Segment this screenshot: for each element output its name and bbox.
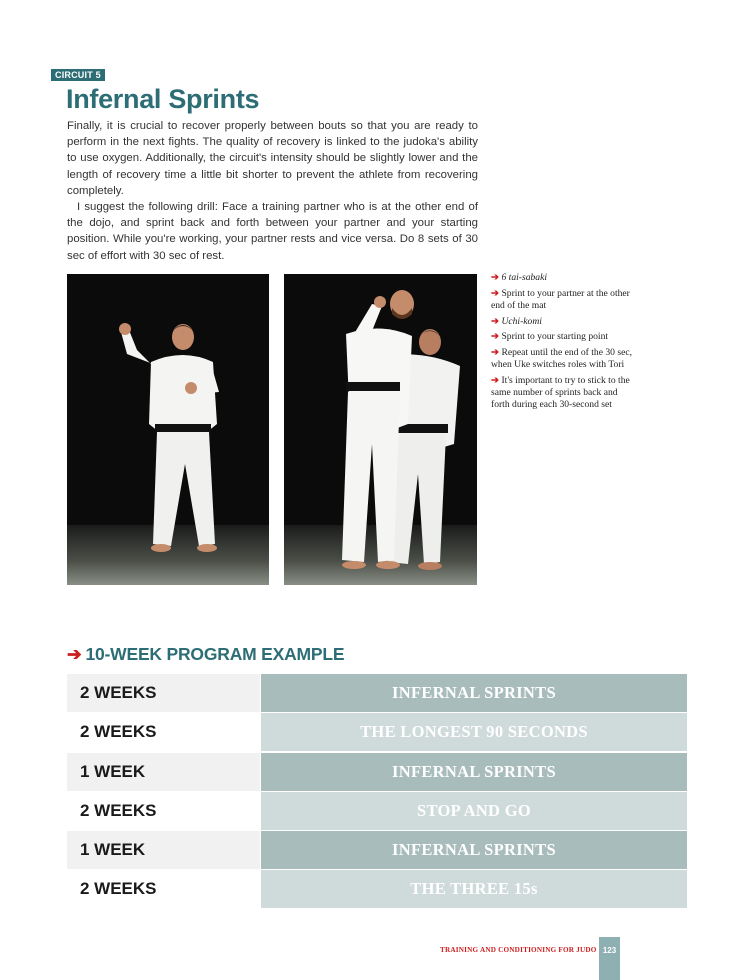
circuit-cell: STOP AND GO xyxy=(261,792,687,830)
list-item xyxy=(491,272,636,284)
step-text: Repeat until the end of the 30 sec, when Uke switches roles with Tori xyxy=(491,347,632,371)
arrow-right-icon: ➔ xyxy=(491,374,500,386)
circuit-label: CIRCUIT 5 xyxy=(51,69,105,81)
duration-cell: 1 WEEK xyxy=(67,831,260,869)
duration-cell: 2 WEEKS xyxy=(67,792,260,830)
duration-cell: 1 WEEK xyxy=(67,753,260,791)
list-item xyxy=(491,316,636,328)
body-text xyxy=(67,118,478,264)
table-row xyxy=(67,674,687,712)
circuit-cell: INFERNAL SPRINTS xyxy=(261,674,687,712)
two-judoka-figures-illustration xyxy=(284,274,477,585)
circuit-cell: THE LONGEST 90 SECONDS xyxy=(261,713,687,751)
program-table xyxy=(67,674,687,910)
program-heading-text: 10-WEEK PROGRAM EXAMPLE xyxy=(85,644,345,664)
program-heading xyxy=(67,644,344,665)
table-row xyxy=(67,713,687,751)
arrow-right-icon: ➔ xyxy=(491,347,500,359)
list-item xyxy=(491,331,636,343)
table-row xyxy=(67,753,687,791)
arrow-right-icon: ➔ xyxy=(67,644,82,664)
arrow-right-icon: ➔ xyxy=(491,315,500,327)
table-row xyxy=(67,831,687,869)
drill-steps-list xyxy=(491,272,636,415)
paragraph: Finally, it is crucial to recover properly between bouts so that you are ready to perform in the next fights. The quality of recovery is linked to the judoka's ability to use oxygen. Additionally, the circuit's intensity should be slightly lower and the length of recovery time a little bit shorter to prevent the athlete from recovering completely. xyxy=(67,120,478,197)
arrow-right-icon: ➔ xyxy=(491,331,500,343)
list-item xyxy=(491,347,636,371)
table-row xyxy=(67,870,687,908)
circuit-cell: INFERNAL SPRINTS xyxy=(261,831,687,869)
arrow-right-icon: ➔ xyxy=(491,272,500,283)
step-text: Sprint to your partner at the other end of the mat xyxy=(491,287,630,311)
running-title: TRAINING AND CONDITIONING FOR JUDO xyxy=(440,946,597,954)
page-number: 123 xyxy=(599,937,620,980)
list-item xyxy=(491,375,636,412)
paragraph: I suggest the following drill: Face a training partner who is at the other end of the dojo, and sprint back and forth between your partner and your starting position. While you're working, your partner rests and vice versa. Do 8 sets of 30 sec of effort with 30 sec of rest. xyxy=(67,201,478,262)
judoka-stance-photo xyxy=(67,274,269,585)
uchi-komi-photo xyxy=(284,274,477,585)
duration-cell: 2 WEEKS xyxy=(67,713,260,751)
step-text: Uchi-komi xyxy=(501,315,542,327)
judoka-figure-illustration xyxy=(67,274,269,585)
arrow-right-icon: ➔ xyxy=(491,287,500,299)
list-item xyxy=(491,288,636,312)
duration-cell: 2 WEEKS xyxy=(67,870,260,908)
step-text: Sprint to your starting point xyxy=(501,331,609,343)
circuit-cell: THE THREE 15s xyxy=(261,870,687,908)
step-text: It's important to try to stick to the same number of sprints back and forth during each 30-second set xyxy=(491,374,630,411)
duration-cell: 2 WEEKS xyxy=(67,674,260,712)
page-title: Infernal Sprints xyxy=(66,84,260,114)
step-text: 6 tai-sabaki xyxy=(501,272,548,283)
table-row xyxy=(67,792,687,830)
circuit-cell: INFERNAL SPRINTS xyxy=(261,753,687,791)
